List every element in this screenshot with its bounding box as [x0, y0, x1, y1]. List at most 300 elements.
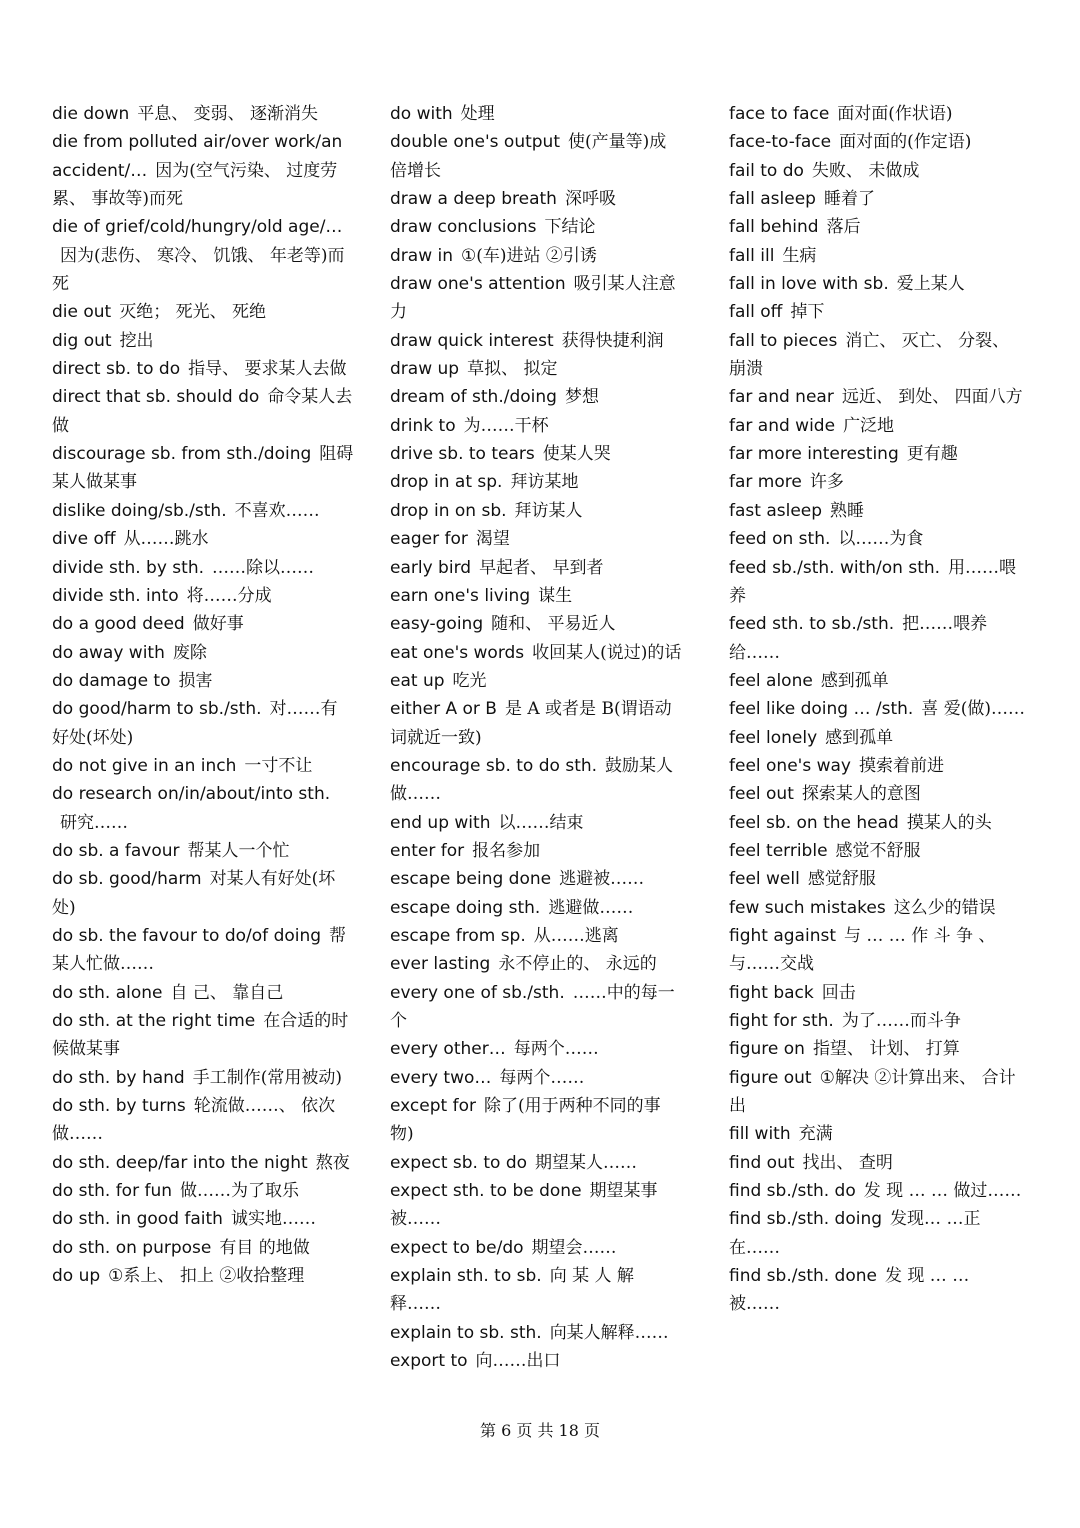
chinese-meaning: 把……喂养给…… — [729, 614, 988, 663]
vocab-entry — [52, 525, 354, 553]
english-phrase: eat one's words — [390, 642, 525, 663]
chinese-meaning: 拜访某地 — [510, 472, 579, 493]
vocab-entry — [729, 185, 1025, 213]
english-phrase: draw quick interest — [390, 330, 554, 351]
chinese-meaning: 灭绝； 死光、 死绝 — [119, 302, 267, 323]
english-phrase: draw one's attention — [390, 274, 566, 295]
english-phrase: draw in — [390, 245, 454, 266]
chinese-meaning: 感觉舒服 — [807, 869, 876, 890]
vocab-entry — [52, 1177, 354, 1205]
vocab-entry — [729, 724, 1025, 752]
vocab-entry — [52, 667, 354, 695]
chinese-meaning: 面对面的(作定语) — [839, 132, 972, 153]
vocab-entry — [729, 1262, 1025, 1319]
vocab-entry — [52, 922, 354, 979]
chinese-meaning: 损害 — [178, 670, 213, 691]
chinese-meaning: 喜 爱(做)…… — [921, 699, 1025, 720]
english-phrase: either A or B — [390, 699, 497, 720]
vocab-entry — [729, 667, 1025, 695]
vocab-entry — [729, 695, 1025, 723]
vocab-entry — [390, 979, 682, 1036]
vocab-entry — [52, 639, 354, 667]
vocab-entry — [729, 1007, 1025, 1035]
chinese-meaning: 研究…… — [60, 812, 128, 833]
vocab-entry — [390, 695, 682, 752]
vocab-entry — [729, 554, 1025, 611]
vocab-entry — [52, 100, 354, 128]
chinese-meaning: 废除 — [172, 642, 207, 663]
vocab-entry — [729, 610, 1025, 667]
vocab-entry — [52, 327, 354, 355]
vocab-entry — [52, 582, 354, 610]
english-phrase: direct sb. to do — [52, 359, 181, 380]
vocab-entry — [52, 1262, 354, 1290]
chinese-meaning: 草拟、 拟定 — [467, 359, 558, 380]
chinese-meaning: 使某人哭 — [542, 444, 611, 465]
chinese-meaning: 将……分成 — [186, 585, 272, 606]
english-phrase: do sb. good/harm — [52, 869, 202, 890]
english-phrase: every one of sb./sth. — [390, 982, 565, 1003]
vocab-entry — [390, 242, 682, 270]
english-phrase: fall behind — [729, 217, 819, 238]
chinese-meaning: 谋生 — [538, 585, 573, 606]
vocab-entry — [729, 242, 1025, 270]
chinese-meaning: 帮某人忙做…… — [52, 925, 347, 975]
vocab-entry — [52, 1234, 354, 1262]
english-phrase: find out — [729, 1152, 795, 1173]
english-phrase: divide sth. into — [52, 585, 179, 606]
english-phrase: feed sb./sth. with/on sth. — [729, 557, 941, 578]
vocab-entry — [390, 355, 682, 383]
vocab-entry — [52, 1149, 354, 1177]
chinese-meaning: 为了……而斗争 — [841, 1011, 961, 1031]
vocab-entry — [729, 1177, 1025, 1205]
chinese-meaning: 广泛地 — [843, 415, 895, 436]
english-phrase: die out — [52, 302, 112, 323]
vocab-entry — [390, 327, 682, 355]
english-phrase: do sth. alone — [52, 982, 163, 1003]
chinese-meaning: 为……干杯 — [463, 415, 549, 436]
english-phrase: explain to sb. sth. — [390, 1322, 542, 1343]
chinese-meaning: ①(车)进站 ②引诱 — [461, 245, 597, 266]
chinese-meaning: 感到孤单 — [820, 670, 889, 691]
english-phrase: far and wide — [729, 415, 836, 436]
vocab-entry — [729, 1035, 1025, 1063]
chinese-meaning: 摸索着前进 — [858, 755, 944, 776]
vocab-entry — [52, 865, 354, 922]
chinese-meaning: 每两个…… — [513, 1039, 599, 1060]
chinese-meaning: 轮流做……、 依次做…… — [52, 1096, 336, 1145]
chinese-meaning: 每两个…… — [499, 1067, 585, 1088]
vocab-entry — [729, 298, 1025, 326]
english-phrase: fight back — [729, 982, 814, 1003]
english-phrase: do sth. at the right time — [52, 1011, 256, 1031]
page-footer: 第 6 页 共 18 页 — [480, 1421, 600, 1440]
chinese-meaning: 感到孤单 — [825, 727, 894, 748]
vocab-entry — [390, 440, 682, 468]
english-phrase: fill with — [729, 1124, 791, 1145]
vocab-entry — [390, 1234, 682, 1262]
chinese-meaning: 逃避被…… — [559, 869, 645, 890]
chinese-meaning: 早起者、 早到者 — [479, 557, 604, 578]
chinese-meaning: 梦想 — [564, 387, 599, 408]
english-phrase: die of grief/cold/hungry/old age/… — [52, 217, 343, 238]
english-phrase: fall asleep — [729, 189, 816, 210]
english-phrase: feel like doing … /sth. — [729, 699, 914, 720]
chinese-meaning: 对某人有好处(坏处) — [52, 869, 336, 918]
vocab-entry — [729, 1205, 1025, 1262]
english-phrase: do sth. by hand — [52, 1067, 185, 1088]
chinese-meaning: 随和、 平易近人 — [491, 614, 616, 635]
english-phrase: fast asleep — [729, 500, 823, 521]
chinese-meaning: 探索某人的意图 — [801, 784, 921, 805]
chinese-meaning: 面对面(作状语) — [837, 104, 953, 124]
english-phrase: face-to-face — [729, 132, 832, 153]
vocab-entry — [390, 865, 682, 893]
english-phrase: drop in at sp. — [390, 472, 503, 493]
english-phrase: do a good deed — [52, 614, 185, 635]
chinese-meaning: 落后 — [826, 217, 861, 238]
english-phrase: do not give in an inch — [52, 755, 237, 776]
vocab-entry — [52, 383, 354, 440]
chinese-meaning: 向某人解释…… — [549, 1322, 669, 1343]
chinese-meaning: 渴望 — [475, 529, 510, 550]
vocab-entry — [729, 865, 1025, 893]
chinese-meaning: 吃光 — [452, 670, 487, 691]
english-phrase: few such mistakes — [729, 897, 886, 918]
vocab-entry — [52, 554, 354, 582]
english-phrase: fail to do — [729, 160, 804, 181]
english-phrase: easy-going — [390, 614, 484, 635]
vocab-entry — [390, 1149, 682, 1177]
vocab-entry — [729, 497, 1025, 525]
column-3 — [729, 100, 1025, 1319]
chinese-meaning: 自 己、 靠自己 — [170, 982, 284, 1003]
english-phrase: do sb. the favour to do/of doing — [52, 925, 322, 946]
vocab-entry — [52, 695, 354, 752]
chinese-meaning: 充满 — [798, 1124, 833, 1145]
english-phrase: do sth. in good faith — [52, 1209, 223, 1230]
chinese-meaning: 许多 — [809, 472, 844, 493]
english-phrase: eager for — [390, 529, 468, 550]
english-phrase: dig out — [52, 330, 112, 351]
chinese-meaning: 在合适的时候做某事 — [52, 1011, 349, 1060]
chinese-meaning: 做好事 — [192, 614, 244, 635]
chinese-meaning: ……除以…… — [212, 557, 315, 578]
vocab-entry — [390, 582, 682, 610]
chinese-meaning: 这么少的错误 — [893, 897, 996, 918]
english-phrase: fight against — [729, 925, 836, 946]
english-phrase: feed on sth. — [729, 529, 831, 550]
english-phrase: feel lonely — [729, 727, 818, 748]
chinese-meaning: 阻碍某人做某事 — [52, 444, 354, 493]
vocab-entry — [729, 922, 1025, 979]
chinese-meaning: ……中的每一个 — [390, 982, 675, 1031]
column-2 — [390, 100, 682, 1375]
vocab-entry — [52, 1205, 354, 1233]
english-phrase: figure out — [729, 1067, 812, 1088]
chinese-meaning: 获得快捷利润 — [561, 330, 664, 351]
english-phrase: do away with — [52, 642, 165, 663]
english-phrase: do damage to — [52, 670, 171, 691]
english-phrase: draw up — [390, 359, 460, 380]
vocab-entry — [390, 1064, 682, 1092]
english-phrase: far more — [729, 472, 802, 493]
english-phrase: end up with — [390, 812, 491, 833]
english-phrase: face to face — [729, 104, 830, 124]
vocab-entry — [729, 525, 1025, 553]
chinese-meaning: 期望某事被…… — [390, 1181, 658, 1230]
english-phrase: expect to be/do — [390, 1237, 524, 1258]
english-phrase: drink to — [390, 415, 456, 436]
chinese-meaning: 不喜欢…… — [234, 500, 320, 521]
chinese-meaning: 从……跳水 — [123, 529, 209, 550]
english-phrase: dream of sth./doing — [390, 387, 557, 408]
vocab-entry — [729, 270, 1025, 298]
english-phrase: escape being done — [390, 869, 552, 890]
english-phrase: draw conclusions — [390, 217, 537, 238]
chinese-meaning: 发 现 … … 被…… — [729, 1266, 970, 1315]
chinese-meaning: 鼓励某人做…… — [390, 755, 674, 805]
chinese-meaning: 除了(用于两种不同的事物) — [390, 1096, 661, 1145]
vocab-entry — [390, 468, 682, 496]
english-phrase: eat up — [390, 670, 445, 691]
chinese-meaning: 深呼吸 — [564, 189, 616, 210]
chinese-meaning: 报名参加 — [472, 840, 541, 861]
chinese-meaning: 找出、 查明 — [802, 1152, 893, 1173]
english-phrase: do good/harm to sb./sth. — [52, 699, 262, 720]
vocab-entry — [390, 894, 682, 922]
chinese-meaning: 逃避做…… — [548, 897, 634, 918]
english-phrase: enter for — [390, 840, 465, 861]
vocab-entry — [390, 1347, 682, 1375]
vocab-entry — [390, 1262, 682, 1319]
vocab-entry — [390, 639, 682, 667]
english-phrase: figure on — [729, 1039, 805, 1060]
chinese-meaning: 吸引某人注意力 — [390, 274, 676, 323]
vocab-entry — [729, 780, 1025, 808]
vocab-entry — [729, 157, 1025, 185]
chinese-meaning: 掉下 — [790, 302, 825, 323]
vocab-entry — [390, 809, 682, 837]
chinese-meaning: 失败、 未做成 — [811, 160, 920, 181]
english-phrase: find sb./sth. done — [729, 1266, 877, 1287]
vocab-entry — [390, 525, 682, 553]
chinese-meaning: 处理 — [460, 104, 495, 124]
english-phrase: do sth. deep/far into the night — [52, 1152, 308, 1173]
vocab-entry — [390, 837, 682, 865]
vocab-entry — [390, 922, 682, 950]
english-phrase: fall ill — [729, 245, 775, 266]
chinese-meaning: 指导、 要求某人去做 — [188, 359, 347, 380]
chinese-meaning: ①系上、 扣上 ②收拾整理 — [108, 1266, 305, 1287]
english-phrase: every other… — [390, 1039, 506, 1060]
vocab-entry — [390, 1092, 682, 1149]
chinese-meaning: 手工制作(常用被动) — [192, 1067, 342, 1088]
vocab-entry — [729, 979, 1025, 1007]
english-phrase: do sth. on purpose — [52, 1237, 212, 1258]
english-phrase: feel one's way — [729, 755, 851, 776]
vocab-entry — [52, 1064, 354, 1092]
chinese-meaning: 挖出 — [119, 330, 154, 351]
chinese-meaning: 期望某人…… — [535, 1152, 638, 1173]
english-phrase: escape doing sth. — [390, 897, 541, 918]
vocab-entry — [52, 752, 354, 780]
chinese-meaning: 诚实地…… — [230, 1209, 316, 1230]
english-phrase: feel sb. on the head — [729, 812, 899, 833]
english-phrase: do sth. for fun — [52, 1181, 173, 1202]
english-phrase: far more interesting — [729, 444, 899, 465]
chinese-meaning: 做……为了取乐 — [180, 1181, 300, 1202]
english-phrase: do sb. a favour — [52, 840, 180, 861]
vocab-entry — [52, 610, 354, 638]
english-phrase: do up — [52, 1266, 101, 1287]
chinese-meaning: 熟睡 — [830, 500, 865, 521]
chinese-meaning: 远近、 到处、 四面八方 — [841, 387, 1023, 408]
chinese-meaning: 拜访某人 — [514, 500, 583, 521]
column-1 — [52, 100, 354, 1290]
vocab-entry — [52, 780, 354, 837]
english-phrase: dive off — [52, 529, 116, 550]
english-phrase: feel alone — [729, 670, 813, 691]
english-phrase: every two… — [390, 1067, 492, 1088]
vocab-entry — [729, 327, 1025, 384]
chinese-meaning: 爱上某人 — [896, 274, 965, 295]
english-phrase: die down — [52, 104, 130, 124]
vocab-entry — [52, 213, 354, 298]
chinese-meaning: 平息、 变弱、 逐渐消失 — [137, 104, 319, 124]
chinese-meaning: 帮某人一个忙 — [187, 840, 290, 861]
english-phrase: ever lasting — [390, 954, 491, 975]
chinese-meaning: 用……喂养 — [729, 557, 1017, 606]
chinese-meaning: 向……出口 — [475, 1351, 561, 1372]
chinese-meaning: 命令某人去做 — [52, 387, 353, 436]
english-phrase: divide sth. by sth. — [52, 557, 205, 578]
english-phrase: early bird — [390, 557, 472, 578]
vocab-entry — [390, 1177, 682, 1234]
chinese-meaning: 因为(空气污染、 过度劳累、 事故等)而死 — [52, 160, 338, 210]
vocab-entry — [729, 1120, 1025, 1148]
english-phrase: dislike doing/sb./sth. — [52, 500, 227, 521]
english-phrase: discourage sb. from sth./doing — [52, 444, 312, 465]
vocab-entry — [52, 440, 354, 497]
chinese-meaning: 感觉不舒服 — [835, 840, 921, 861]
chinese-meaning: 期望会…… — [531, 1237, 617, 1258]
chinese-meaning: 熬夜 — [315, 1152, 350, 1173]
english-phrase: feel out — [729, 784, 794, 805]
vocab-entry — [390, 1319, 682, 1347]
english-phrase: fight for sth. — [729, 1011, 834, 1031]
english-phrase: except for — [390, 1096, 476, 1117]
chinese-meaning: 与 … … 作 斗 争 、 与……交战 — [729, 925, 996, 975]
vocab-entry — [729, 128, 1025, 156]
chinese-meaning: 从……逃离 — [533, 925, 619, 946]
chinese-meaning: 向 某 人 解 释…… — [390, 1266, 634, 1315]
vocab-entry — [729, 412, 1025, 440]
vocab-entry — [729, 752, 1025, 780]
vocab-entry — [52, 128, 354, 213]
chinese-meaning: 有目 的地做 — [219, 1237, 310, 1258]
chinese-meaning: ①解决 ②计算出来、 合计出 — [729, 1067, 1016, 1117]
vocab-entry — [729, 468, 1025, 496]
vocab-entry — [52, 837, 354, 865]
english-phrase: do research on/in/about/into sth. — [52, 784, 331, 805]
chinese-meaning: 以……结束 — [498, 812, 584, 833]
vocab-entry — [52, 1007, 354, 1064]
chinese-meaning: 发现… …正在…… — [729, 1209, 981, 1258]
vocab-entry — [390, 412, 682, 440]
english-phrase: explain sth. to sb. — [390, 1266, 542, 1287]
chinese-meaning: 永不停止的、 永远的 — [498, 954, 657, 975]
vocab-entry — [729, 1149, 1025, 1177]
english-phrase: do with — [390, 104, 453, 124]
english-phrase: find sb./sth. do — [729, 1181, 856, 1202]
english-phrase: do sth. by turns — [52, 1096, 186, 1117]
chinese-meaning: 更有趣 — [906, 444, 958, 465]
english-phrase: drop in on sb. — [390, 500, 507, 521]
vocab-entry — [390, 610, 682, 638]
english-phrase: double one's output — [390, 132, 560, 153]
chinese-meaning: 消亡、 灭亡、 分裂、 崩溃 — [729, 330, 1010, 380]
english-phrase: export to — [390, 1351, 468, 1372]
vocab-entry — [390, 554, 682, 582]
vocab-entry — [729, 894, 1025, 922]
english-phrase: escape from sp. — [390, 925, 526, 946]
english-phrase: direct that sb. should do — [52, 387, 260, 408]
vocab-entry — [390, 270, 682, 327]
chinese-meaning: 指望、 计划、 打算 — [812, 1039, 960, 1060]
english-phrase: fall to pieces — [729, 330, 838, 351]
english-phrase: fall off — [729, 302, 783, 323]
english-phrase: die from polluted air/over work/an accident/… — [52, 132, 343, 181]
english-phrase: far and near — [729, 387, 834, 408]
english-phrase: earn one's living — [390, 585, 531, 606]
vocab-entry — [390, 100, 682, 128]
vocab-entry — [52, 1092, 354, 1149]
chinese-meaning: 一寸不让 — [244, 755, 313, 776]
english-phrase: expect sth. to be done — [390, 1181, 582, 1202]
english-phrase: fall in love with sb. — [729, 274, 889, 295]
english-phrase: feel well — [729, 869, 800, 890]
chinese-meaning: 对……有好处(坏处) — [52, 699, 338, 748]
chinese-meaning: 睡着了 — [823, 189, 875, 210]
vocab-entry — [390, 752, 682, 809]
chinese-meaning: 生病 — [782, 245, 817, 266]
english-phrase: draw a deep breath — [390, 189, 557, 210]
chinese-meaning: 使(产量等)成倍增长 — [390, 132, 667, 181]
vocab-entry — [729, 837, 1025, 865]
chinese-meaning: 摸某人的头 — [906, 812, 992, 833]
vocab-entry — [390, 128, 682, 185]
vocab-entry — [390, 185, 682, 213]
english-phrase: find sb./sth. doing — [729, 1209, 883, 1230]
vocab-entry — [729, 100, 1025, 128]
chinese-meaning: 发 现 … … 做过…… — [863, 1181, 1022, 1202]
vocab-entry — [52, 298, 354, 326]
chinese-meaning: 因为(悲伤、 寒冷、 饥饿、 年老等)而死 — [52, 245, 345, 295]
chinese-meaning: 收回某人(说过)的话 — [532, 642, 682, 663]
english-phrase: encourage sb. to do sth. — [390, 755, 598, 776]
chinese-meaning: 下结论 — [544, 217, 596, 238]
vocab-entry — [390, 1035, 682, 1063]
vocab-entry — [390, 667, 682, 695]
vocab-entry — [390, 383, 682, 411]
vocab-entry — [729, 440, 1025, 468]
vocab-entry — [729, 809, 1025, 837]
chinese-meaning: 是 A 或者是 B(谓语动词就近一致) — [390, 699, 672, 748]
vocab-entry — [390, 213, 682, 241]
english-phrase: feed sth. to sb./sth. — [729, 614, 895, 635]
